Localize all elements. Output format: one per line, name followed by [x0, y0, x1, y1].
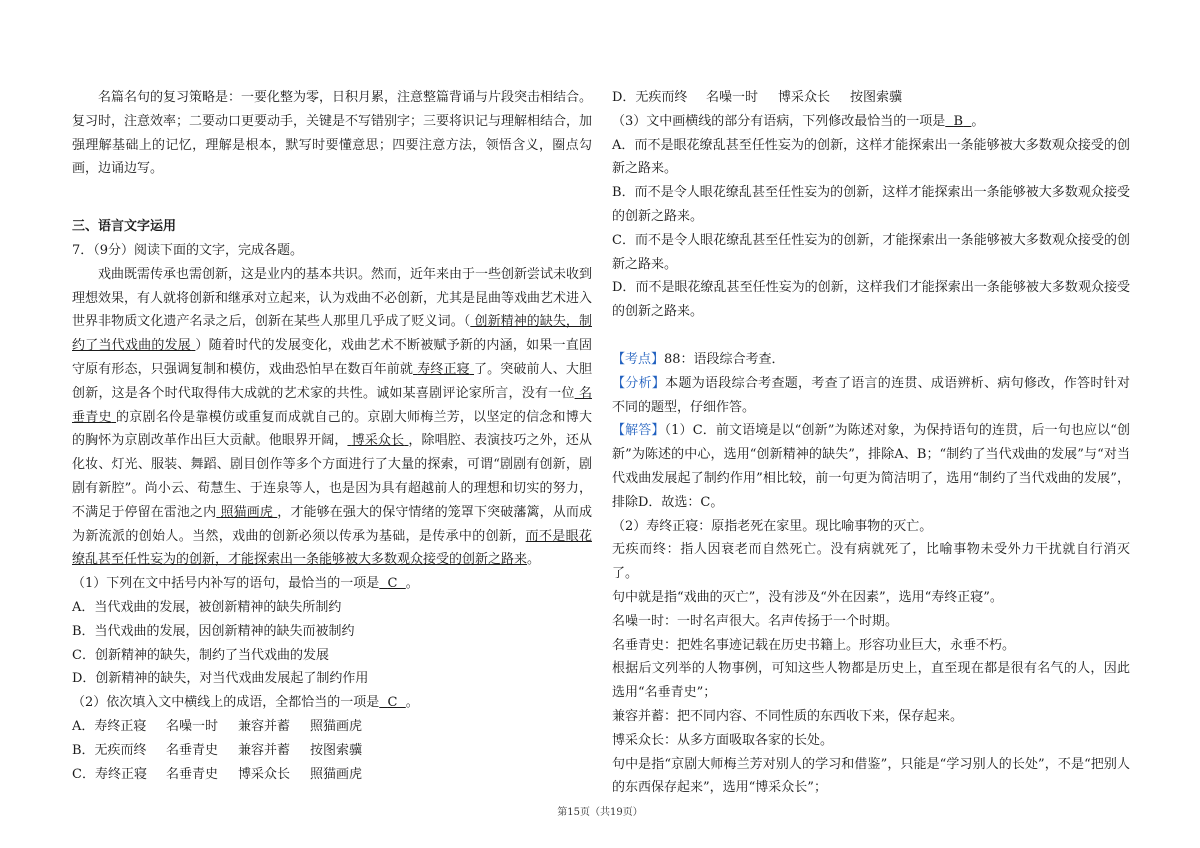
- explanation-line: 名噪一时：一时名声很大。名声传扬于一个时期。: [612, 613, 899, 629]
- idiom: 博采众长: [238, 766, 291, 782]
- idiom: 名噪一时: [166, 718, 219, 734]
- q3-option-c: C．而不是令人眼花缭乱甚至任性妄为的创新，才能探索出一条能够被大多数观众接受的创新之路来。: [612, 232, 1130, 272]
- question-3-stem: [612, 110, 1130, 134]
- answer-blank: [945, 114, 971, 129]
- underlined-sentence: 而不是眼花缭乱甚至任性妄为的创新，才能探索出一条能够被大多数观众接受的创新之路来: [72, 528, 592, 568]
- fenxi-text: 本题为语段综合考查题，考查了语言的连贯、成语辨析、病句修改，作答时针对不同的题型，仔细作答。: [612, 375, 1130, 415]
- idiom: A．寿终正寝: [72, 718, 147, 734]
- idiom: 兼容并蓄: [238, 742, 291, 758]
- q3-option-a: A．而不是眼花缭乱甚至任性妄为的创新，这样才能探索出一条能够被大多数观众接受的创新之路来。: [612, 137, 1130, 177]
- q2-option-d: [612, 86, 1130, 110]
- idiom: C．寿终正寝: [72, 766, 147, 782]
- q2-option-c: [72, 763, 592, 787]
- stem-end: 。: [405, 695, 419, 711]
- blank-3: [347, 433, 408, 448]
- answer-letter: B: [953, 113, 964, 129]
- explanation-line: 句中是指“京剧大师梅兰芳对别人的学习和借鉴”，只能是“学习别人的长处”，不是“把别人的东西保存起来”，选用“博采众长”；: [612, 756, 1130, 796]
- idiom: 名垂青史: [166, 742, 219, 758]
- idiom: B．无疾而终: [72, 742, 147, 758]
- idiom: 照猫画虎: [310, 766, 363, 782]
- stem-text: （1）下列在文中括号内补写的语句，最恰当的一项是: [72, 576, 380, 592]
- q3-option-d: D．而不是眼花缭乱甚至任性妄为的创新，这样我们才能探索出一条能够被大多数观众接受的创新之路来。: [612, 280, 1130, 320]
- passage-text: 戏曲既需传承也需创新，这是业内的基本共识。然而，近年来由于一些创新尝试未收到理想效果，有人就将创新和继承对立起来，认为戏曲不必创新，尤其是昆曲等戏曲艺术进入世界非物质文化遗产名录之后，创新在某些人那里几乎成了贬义词。（: [72, 266, 593, 330]
- question-1-stem: [72, 572, 592, 596]
- passage-text: 的京剧名伶是靠模仿或重复而成就自己的。京剧大师梅兰芳，以坚定的信念和博大的胸怀为京剧改革作出巨大贡献。他眼界开阔，: [72, 409, 592, 449]
- kaodian: [612, 348, 1130, 372]
- answer-letter: C: [387, 695, 398, 711]
- explanation-line: 名垂青史：把姓名事迹记载在历史书籍上。形容功业巨大，永垂不朽。: [612, 637, 1016, 653]
- blank-answer: 博采众长: [351, 433, 405, 449]
- passage-text: ）随着时代的发展变化，戏曲艺术不断被赋予新的内涵，如果一直固守原有形态，只强调复制和模仿，戏曲恐怕早在数百年前就: [72, 338, 592, 377]
- jieda-text: （1）C．前文语境是以“创新”为陈述对象，为保持语句的连贯，后一句也应以“创新”为陈述的中心，选用“创新精神的缺失”，排除A、B；“制约了当代戏曲的发展”与“对当代戏曲发展起了制约作用”相比较，前一句更为简洁明了，选用“制约了当代戏曲的发展”，排除D．故选：C。: [612, 423, 1130, 510]
- idiom: 按图索骥: [850, 90, 903, 105]
- explanation-line: 无疾而终：指人因衰老而自然死亡。没有病就死了，比喻事物未受外力干扰就自行消灭了。: [612, 542, 1130, 582]
- kaodian-tag: 【考点】: [612, 351, 665, 367]
- blank-answer: 名垂青史: [72, 385, 592, 425]
- explanation-line: 兼容并蓄：把不同内容、不同性质的东西收下来，保存起来。: [612, 708, 964, 724]
- idiom: 兼容并蓄: [238, 718, 291, 734]
- stem-end: 。: [405, 576, 419, 592]
- blank-1: [413, 362, 474, 377]
- blank-answer: 寿终正寝: [417, 361, 470, 377]
- explanation-line: 博采众长：从多方面吸取各家的长处。: [612, 732, 834, 748]
- explanation-line: 根据后文列举的人物事例，可知这些人物都是历史上，直至现在都是很有名气的人，因此选用“名垂青史”；: [612, 661, 1130, 701]
- idiom: 博采众长: [778, 90, 831, 105]
- q1-option-b: B．当代戏曲的发展，因创新精神的缺失而被制约: [72, 623, 355, 639]
- q1-option-a: A．当代戏曲的发展，被创新精神的缺失所制约: [72, 599, 342, 615]
- q1-option-d: D．创新精神的缺失，对当代戏曲发展起了制约作用: [72, 671, 369, 687]
- explanation-line: 句中就是指“戏曲的灭亡”，没有涉及“外在因素”，选用“寿终正寝”。: [612, 589, 1003, 605]
- passage: [72, 263, 592, 572]
- answer-letter: C: [387, 576, 398, 592]
- kaodian-text: 88：语段综合考查．: [664, 351, 785, 367]
- passage-text: ，才能够在强大的保守情绪的笼罩下突破藩篱，从而成为新流派的创始人。当然，戏曲的创新必须以传承为基础，是传承中的创新，: [72, 504, 592, 544]
- passage-text: 了。突破前人、大胆创新，这是各个时代取得伟大成就的艺术家的共性。诚如某喜剧评论家所言，没有一位: [72, 361, 592, 401]
- idiom: 按图索骥: [310, 742, 363, 758]
- idiom: 名噪一时: [706, 90, 759, 105]
- q2-option-b: [72, 739, 592, 763]
- left-column: [72, 86, 592, 786]
- q1-option-c: C．创新精神的缺失，制约了当代戏曲的发展: [72, 647, 329, 663]
- stem-end: 。: [971, 113, 985, 129]
- stem-text: （3）文中画横线的部分有语病，下列修改最恰当的一项是: [612, 113, 946, 129]
- section-title: 三、语言文字运用: [72, 219, 177, 235]
- review-strategy-text: 名篇名句的复习策略是：一要化整为零，日积月累，注意整篇背诵与片段突击相结合。复习时，注意效率；二要动口更要动手，关键是不写错别字；三要将识记与理解相结合，加强理解基础上的记忆，理解是根本，默写时要懂意思；四要注意方法，领悟含义，圈点勾画，边诵边写。: [72, 90, 593, 177]
- idiom: 照猫画虎: [310, 718, 363, 734]
- q3-option-b: B．而不是令人眼花缭乱甚至任性妄为的创新，这样才能探索出一条能够被大多数观众接受的创新之路来。: [612, 185, 1130, 224]
- answer-blank: [379, 576, 405, 591]
- blank-answer: 照猫画虎: [220, 504, 274, 520]
- stem-text: （2）依次填入文中横线上的成语，全都恰当的一项是: [72, 695, 380, 711]
- idiom: D．无疾而终: [612, 90, 688, 105]
- jieda: [612, 419, 1130, 514]
- explanation-line: （2）寿终正寝：原指老死在家里。现比喻事物的灭亡。: [612, 518, 933, 534]
- answer-blank: [379, 695, 405, 710]
- passage-text: 。: [527, 552, 541, 568]
- fenxi-tag: 【分析】: [612, 375, 666, 391]
- passage-text: ，除唱腔、表演技巧之外，还从化妆、灯光、服装、舞蹈、剧目创作等多个方面进行了大量的探索，可谓“剧剧有创新，剧剧有新腔”。尚小云、荀慧生、于连泉等人，也是因为具有超越前人的理想和切实的努力，不满足于停留在雷池之内: [72, 433, 592, 520]
- idiom: 名垂青史: [166, 766, 219, 782]
- question-2-stem: [72, 691, 592, 715]
- page-footer: 第15页（共19页）: [557, 807, 643, 818]
- jieda-tag: 【解答】: [612, 423, 665, 439]
- blank-4: [216, 505, 277, 520]
- q2-option-a: [72, 715, 592, 739]
- blank-answer: 创新精神的缺失，制约了当代戏曲的发展: [72, 314, 592, 354]
- fenxi: [612, 372, 1130, 420]
- right-column: [612, 86, 1130, 800]
- question-7-heading: 7．（9分）阅读下面的文字，完成各题。: [72, 242, 304, 258]
